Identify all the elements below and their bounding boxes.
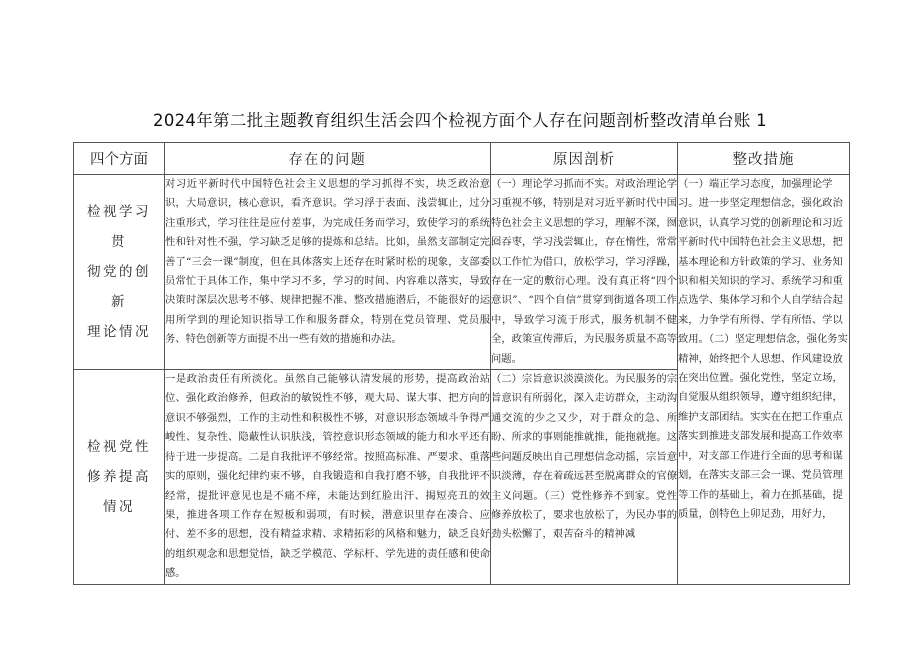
measure-text: （一）端正学习态度，加强理论学习。进一步坚定理想信念，强化政治意识，认真学习党的创新理论和习近平新时代中国特色社会主义思想，把基本理论和方针政策的学习、业务知识和相关知识的学习、系统学习和重点选学、集体学习和个人自学结合起来，力争学有所得、学有所悟、学以致用。（二）坚定理想信念，强化务实精神，始终把个人思想、作风建设放在突出位置。强化党性，坚定立场，自觉服从组织领导，遵守组织纪律，维护支部团结。实实在在把工作重点落实到推进支部发展和提高工作效率中，对支部工作进行全面的思考和谋划，在落实支部三会一课、党员管理等工作的基础上，着力在抓基础，提质量，创特色上卯足劲，用好力，: [678, 178, 848, 520]
table-row: [74, 175, 850, 370]
aspect-line: 检视学习贯: [87, 204, 151, 251]
aspect-line: 修养提高: [87, 468, 151, 485]
measure-cell: [678, 175, 850, 585]
cause-text: （一）理论学习抓而不实。对政治理论学习重视不够，特别是对习近平新时代中国特色社会主义思想的学习，理解不深，囫囵吞枣，学习浅尝辄止，存在惰性，常常以工作忙为借口，放松学习，学习浮躁，存在一定的敷衍心理。没有真正将“四个意识”、“四个自信”贯穿到街道各项工作中，导致学习流于形式，服务机制不健全，政策宣传滞后，为民服务质量不高等问题。: [491, 178, 677, 365]
aspect-line: 检视党性: [87, 438, 151, 455]
cause-text: （二）宗旨意识淡漠淡化。为民服务的宗旨意识有所弱化，深入走访群众，主动沟通交流的少之又少，对于群众的急、所盼、所求的事则能推就推，能拖就拖。这些问题反映出自己理想信念动摇，宗旨意识淡薄，存在着疏远甚至脱离群众的官僚主义问题。（三）党性修养不到家。党性修养放松了，要求也放松了，为民办事的劲头松懈了，艰苦奋斗的精神减: [491, 373, 677, 541]
header-cause: 原因剖析: [491, 143, 678, 175]
problem-text: 一是政治责任有所淡化。虽然自己能够认清发展的形势，提高政治站位、强化政治修养，但政治的敏锐性不够，观大局、谋大事、把方向的意识不够强烈，工作的主动性和积极性不够，对意识形态领域斗争得严峻性、复杂性、隐蔽性认识肤浅，管控意识形态领域的能力和水平还有待于进一步提高。二是自我批评不够经常。按照高标准、严要求、重落实的原则，强化纪律约束不够，自我锻造和自我打磨不够，自我批评不经常，提批评意见也是不痛不痒，未能达到红脸出汗、揭短亮丑的效果，推进各项工作存在短板和弱项，有时候，潜意识里存在凑合、应付、差不多的思想，没有精益求精、求精拓彩的风格和魅力，缺乏良好的组织观念和思想觉悟，缺乏学模范、学标杆、学先进的责任感和使命感。: [165, 373, 490, 580]
problem-cell: [165, 370, 491, 584]
aspect-cell: [74, 370, 165, 584]
header-row: [74, 143, 850, 175]
rectification-table: [73, 142, 850, 585]
header-measure: 整改措施: [678, 143, 850, 175]
aspect-line: 彻党的创新: [87, 264, 151, 311]
aspect-cell: [74, 175, 165, 370]
cause-cell: [491, 175, 678, 370]
problem-text: 对习近平新时代中国特色社会主义思想的学习抓得不实，块乏政治意识，大局意识，核心意识，看齐意识。学习浮于表面、浅尝辄止，过分注重形式，学习往往是应付差事，为完成任务而学习，致使学习的系统性和针对性不强，学习缺乏足够的提炼和总结。比如，虽然支部制定完善了“三会一课”制度，但在具体落实上还存在时紧时松的现象，支部委员常忙于具体工作，集中学习不多，学习的时间、内容难以落实，导致决策时深层次思考不够、规律把握不准、整改措施潜后，不能很好的运用所学到的理论知识指导工作和服务群众，特别在党员管理、党员服务、特色创新等方面提不出一些有效的措施和办法。: [165, 178, 490, 346]
cause-cell: [491, 370, 678, 584]
page-title: 2024年第二批主题教育组织生活会四个检视方面个人存在问题剖析整改清单台账 1: [153, 111, 767, 130]
header-problem: 存在的问题: [165, 143, 491, 175]
aspect-line: 情况: [103, 498, 135, 515]
header-aspect: 四个方面: [74, 143, 165, 175]
problem-cell: [165, 175, 491, 370]
aspect-line: 理论情况: [87, 324, 151, 341]
